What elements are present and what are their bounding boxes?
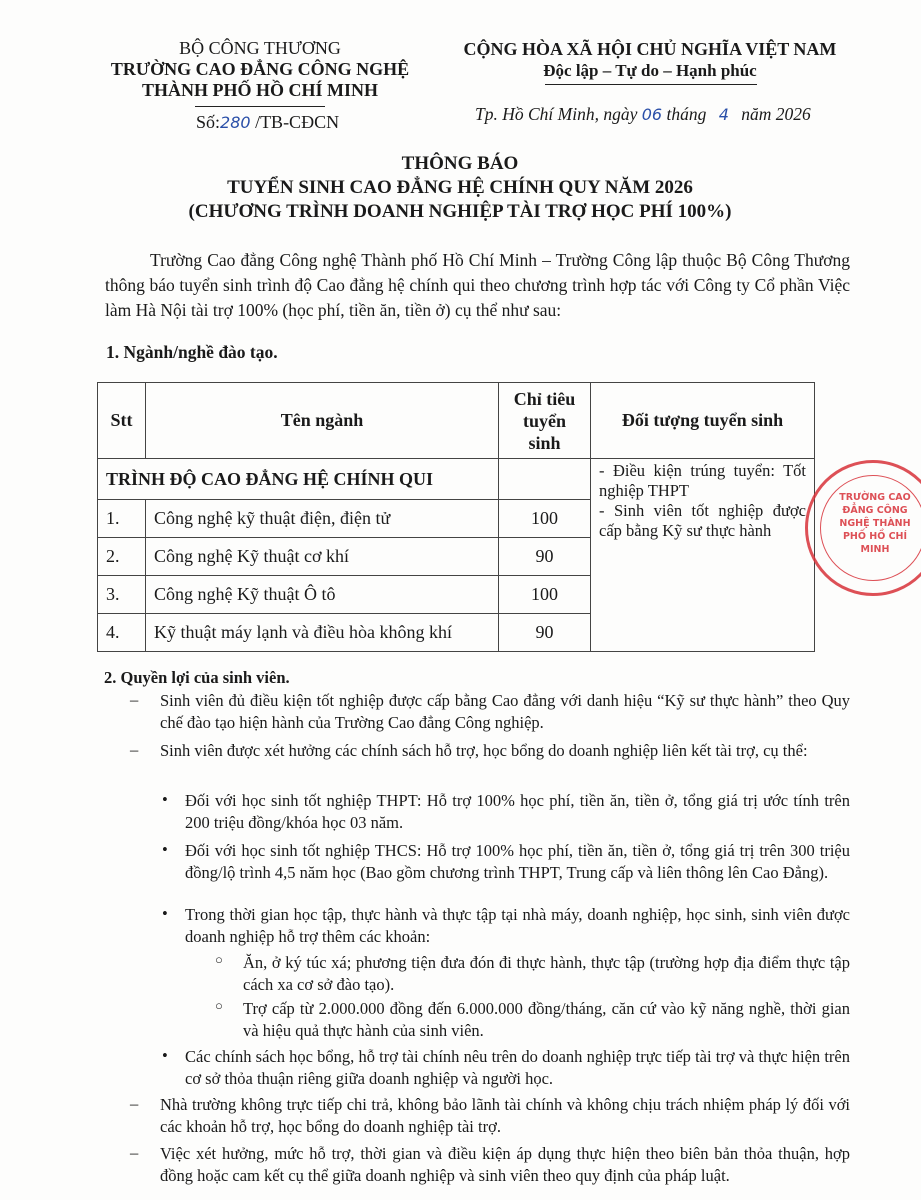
- empty-cell: [499, 459, 591, 500]
- divider: [545, 84, 757, 85]
- date-day: 06: [641, 105, 663, 124]
- cell-quota: 90: [499, 614, 591, 652]
- dash-bullet: –: [130, 1094, 139, 1113]
- divider: [195, 106, 325, 107]
- date-year: năm 2026: [741, 104, 811, 124]
- header-quota: Chỉ tiêu tuyển sinh: [499, 383, 591, 459]
- sub-bullet-item: Ăn, ở ký túc xá; phương tiện đưa đón đi thực hành, thực tập (trường hợp địa điểm thực tập cách xa cơ sở đào tạo).: [243, 953, 850, 994]
- title-line2: TUYỂN SINH CAO ĐẲNG HỆ CHÍNH QUY NĂM 2026: [227, 177, 693, 198]
- cell-quota: 90: [499, 538, 591, 576]
- issue-date: [475, 104, 811, 125]
- dash-bullet: –: [130, 1143, 139, 1162]
- bullet-item: Đối với học sinh tốt nghiệp THPT: Hỗ trợ 100% học phí, tiền ăn, tiền ở, tổng giá trị ước tính trên 200 triệu đồng/khóa học 03 năm.: [185, 791, 850, 832]
- number-prefix: Số:: [196, 112, 221, 132]
- header-name: Tên ngành: [146, 383, 499, 459]
- handwritten-number: 280: [220, 113, 251, 132]
- circle-bullet-icon: ○: [215, 998, 223, 1013]
- dash-bullet: –: [130, 740, 139, 759]
- bullet-icon: •: [162, 904, 168, 923]
- date-month-label: tháng: [666, 104, 707, 124]
- page-title: [60, 152, 860, 224]
- sub-bullet-item: Trợ cấp từ 2.000.000 đồng đến 6.000.000 đồng/tháng, căn cứ vào kỹ năng nghề, thời gian và hiệu quả thực hành của sinh viên.: [243, 999, 850, 1040]
- programs-table: [97, 382, 815, 652]
- issuer-block: [110, 38, 410, 101]
- group-label: TRÌNH ĐỘ CAO ĐẲNG HỆ CHÍNH QUI: [98, 459, 499, 500]
- nation-block: [440, 38, 860, 82]
- cell-name: Công nghệ kỹ thuật điện, điện tử: [146, 500, 499, 538]
- bullet-item: Trong thời gian học tập, thực hành và thực tập tại nhà máy, doanh nghiệp, học sinh, sinh viên được doanh nghiệp hỗ trợ thêm các khoản:: [185, 905, 850, 946]
- nation-name: CỘNG HÒA XÃ HỘI CHỦ NGHĨA VIỆT NAM: [463, 39, 837, 59]
- document-number: [196, 112, 339, 133]
- cell-stt: 2.: [98, 538, 146, 576]
- official-stamp: [805, 460, 921, 596]
- header-target: Đối tượng tuyển sinh: [591, 383, 815, 459]
- cell-name: Công nghệ Kỹ thuật Ô tô: [146, 576, 499, 614]
- table-header-row: [98, 383, 815, 459]
- benefit-item: Sinh viên đủ điều kiện tốt nghiệp được cấp bằng Cao đẳng với danh hiệu “Kỹ sư thực hành” theo Quy chế đào tạo hiện hành của Trường Cao đẳng Công nghiệp.: [160, 691, 850, 732]
- cell-name: Kỹ thuật máy lạnh và điều hòa không khí: [146, 614, 499, 652]
- bullet-icon: •: [162, 1046, 168, 1065]
- dash-bullet: –: [130, 690, 139, 709]
- date-prefix: Tp. Hồ Chí Minh, ngày: [475, 104, 638, 124]
- title-line1: THÔNG BÁO: [401, 153, 519, 174]
- school-name-line2: THÀNH PHỐ HỒ CHÍ MINH: [141, 80, 378, 100]
- stamp-center-text: TRƯỜNG CAO ĐẲNG CÔNG NGHỆ THÀNH PHỐ HỒ CHÍ MINH: [839, 492, 911, 555]
- cell-quota: 100: [499, 576, 591, 614]
- cell-stt: 3.: [98, 576, 146, 614]
- header-stt: Stt: [98, 383, 146, 459]
- circle-bullet-icon: ○: [215, 952, 223, 967]
- table-group-row: [98, 459, 815, 500]
- benefit-item: Nhà trường không trực tiếp chi trả, không bảo lãnh tài chính và không chịu trách nhiệm pháp lý đối với các khoản hỗ trợ, học bổng do doanh nghiệp tài trợ.: [160, 1095, 850, 1136]
- bullet-icon: •: [162, 840, 168, 859]
- section-heading-1: 1. Ngành/nghề đào tạo.: [106, 342, 278, 362]
- cell-stt: 4.: [98, 614, 146, 652]
- benefit-item: Việc xét hưởng, mức hỗ trợ, thời gian và điều kiện áp dụng thực hiện theo biên bản thỏa thuận, hợp đồng hoặc cam kết cụ thể giữa doanh nghiệp và sinh viên theo quy định của pháp luật.: [160, 1144, 850, 1185]
- date-month: 4: [718, 105, 729, 124]
- target-cell: - Điều kiện trúng tuyển: Tốt nghiệp THPT - Sinh viên tốt nghiệp được cấp bằng Kỹ sư thực hành: [591, 459, 815, 652]
- benefit-item: Sinh viên được xét hưởng các chính sách hỗ trợ, học bổng do doanh nghiệp liên kết tài trợ, cụ thể:: [160, 741, 808, 760]
- cell-stt: 1.: [98, 500, 146, 538]
- cell-quota: 100: [499, 500, 591, 538]
- cell-name: Công nghệ Kỹ thuật cơ khí: [146, 538, 499, 576]
- ministry-name: BỘ CÔNG THƯƠNG: [179, 38, 341, 58]
- title-line3: (CHƯƠNG TRÌNH DOANH NGHIỆP TÀI TRỢ HỌC PHÍ 100%): [188, 201, 732, 222]
- section-heading-2: 2. Quyền lợi của sinh viên.: [104, 668, 290, 687]
- bullet-item: Đối với học sinh tốt nghiệp THCS: Hỗ trợ 100% học phí, tiền ăn, tiền ở, tổng giá trị trên 300 triệu đồng/lộ trình 4,5 năm học (Bao gồm chương trình THPT, Trung cấp và liên thông lên Cao Đẳng).: [185, 841, 850, 882]
- number-suffix: /TB-CĐCN: [255, 112, 340, 132]
- bullet-icon: •: [162, 790, 168, 809]
- bullet-item: Các chính sách học bổng, hỗ trợ tài chính nêu trên do doanh nghiệp trực tiếp tài trợ và thực hiện trên cơ sở thỏa thuận riêng giữa doanh nghiệp và người học.: [185, 1047, 850, 1088]
- motto: Độc lập – Tự do – Hạnh phúc: [543, 61, 757, 80]
- school-name-line1: TRƯỜNG CAO ĐẲNG CÔNG NGHỆ: [110, 59, 410, 79]
- intro-paragraph: Trường Cao đẳng Công nghệ Thành phố Hồ Chí Minh – Trường Công lập thuộc Bộ Công Thương thông báo tuyển sinh trình độ Cao đẳng hệ chính qui theo chương trình hợp tác với Công ty Cổ phần Việc làm Hà Nội tài trợ 100% (học phí, tiền ăn, tiền ở) cụ thể như sau:: [105, 250, 850, 320]
